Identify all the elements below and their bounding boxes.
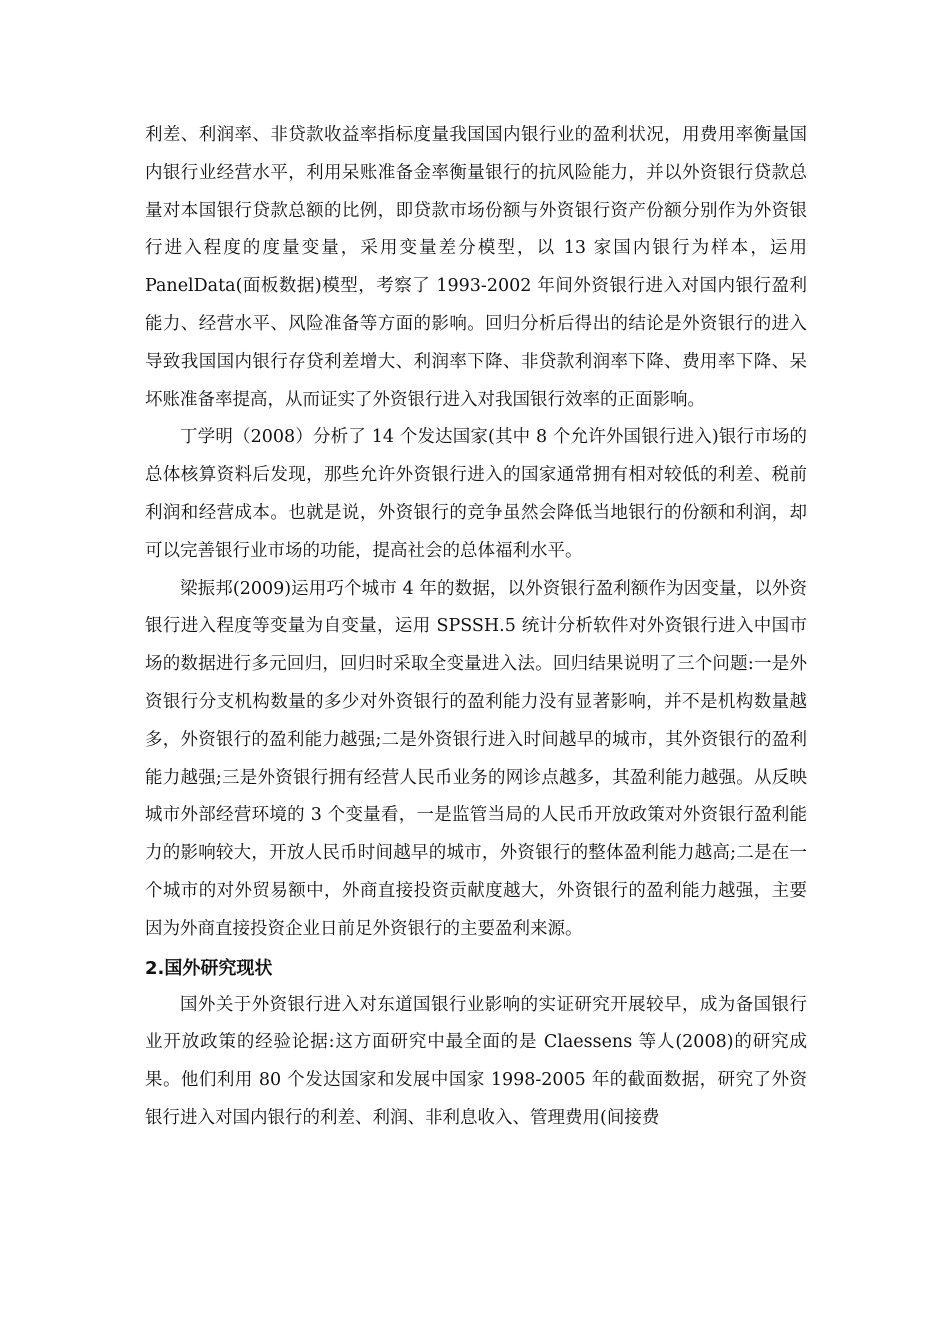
paragraph-continued: 利差、利润率、非贷款收益率指标度量我国国内银行业的盈利状况，用费用率衡量国内银行业经营水平，利用呆账准备金率衡量银行的抗风险能力，并以外资银行贷款总量对本国银行贷款总额的比例，即贷款市场份额与外资银行资产份额分别作为外资银行进入程度的度量变量，采用变量差分模型，以 13 家国内银行为样本，运用 PanelData(面板数据)模型，考察了 1993-2002 年间外资银行进入对国内银行盈利能力、经营水平、风险准备等方面的影响。回归分析后得出的结论是外资银行的进入导致我国国内银行存贷利差增大、利润率下降、非贷款利润率下降、费用率下降、呆坏账准备率提高，从而证实了外资银行进入对我国银行效率的正面影响。 (145, 125, 807, 410)
paragraph-liang-zhenbang: 梁振邦(2009)运用巧个城市 4 年的数据，以外资银行盈利额作为因变量，以外资银行进入程度等变量为自变量，运用 SPSSH.5 统计分析软件对外资银行进入中国市场的数据进行多元回归，回归时采取全变量进入法。回归结果说明了三个问题:一是外资银行分支机构数量的多少对外资银行的盈利能力没有显著影响，并不是机构数量越多，外资银行的盈利能力越强;二是外资银行进入时间越早的城市，其外资银行的盈利能力越强;三是外资银行拥有经营人民币业务的网诊点越多，其盈利能力越强。从反映城市外部经营环境的 3 个变量看，一是监管当局的人民币开放政策对外资银行盈利能力的影响较大，开放人民币时间越早的城市，外资银行的整体盈利能力越高;二是在一个城市的对外贸易额中，外商直接投资贡献度越大，外资银行的盈利能力越强，主要因为外商直接投资企业日前足外资银行的主要盈利来源。 (145, 578, 807, 939)
paragraph-foreign-research: 国外关于外资银行进入对东道国银行业影响的实证研究开展较早，成为备国银行业开放政策的经验论据:这方面研究中最全面的是 Claessens 等人(2008)的研究成果。他们利用 80 个发达国家和发展中国家 1998-2005 年的截面数据，研究了外资银行进入对国内银行的利差、利润、非利息收入、管理费用(间接费 (145, 994, 807, 1128)
paragraph-ding-xueming: 丁学明（2008）分析了 14 个发达国家(其中 8 个允许外国银行进入)银行市场的总体核算资料后发现，那些允许外资银行进入的国家通常拥有相对较低的利差、税前利润和经营成本。也就是说，外资银行的竞争虽然会降低当地银行的份额和利润，却可以完善银行业市场的功能，提高社会的总体福利水平。 (145, 427, 807, 561)
section-heading: 2.国外研究现状 (145, 957, 273, 979)
document-body (145, 117, 807, 1138)
